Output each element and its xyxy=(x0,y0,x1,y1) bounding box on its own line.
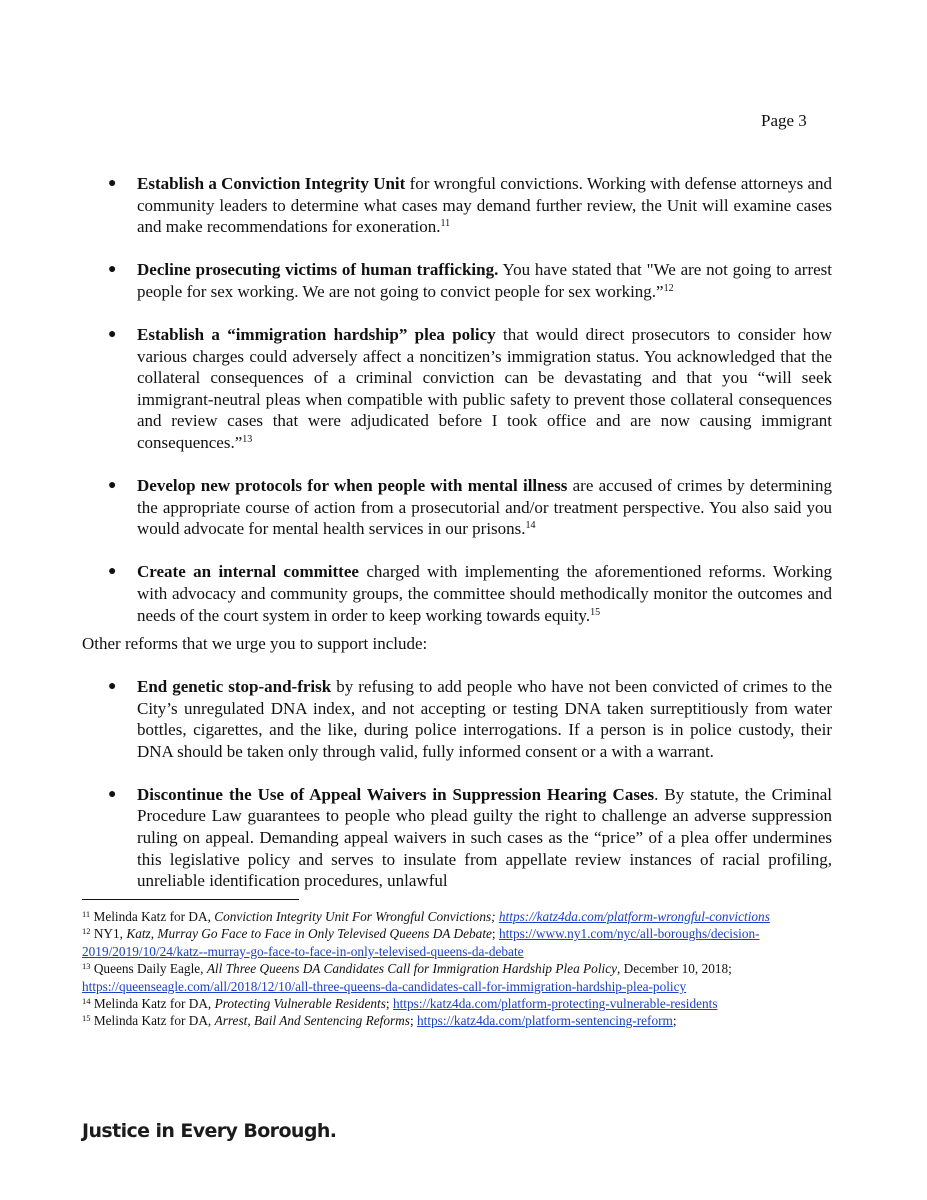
footnote-ref[interactable]: 14 xyxy=(525,520,536,532)
bullet-icon: ● xyxy=(108,679,117,694)
reform-list-secondary xyxy=(82,676,832,913)
bullet-text: charged with implementing the aforementioned reforms. Working with advocacy and community groups, the committee should methodically monitor the outcomes and needs of the court system in order to keep working towards equity. xyxy=(137,562,832,625)
footnote-link[interactable]: https://www.ny1.com/nyc/all-boroughs/decision-2019/2019/10/24/katz--murray-go-face-to-face-in-only-televised-queens-da-debate xyxy=(82,926,760,959)
intro-paragraph: Other reforms that we urge you to support include: xyxy=(82,634,428,653)
reform-list-primary xyxy=(82,173,832,648)
footnote-title: All Three Queens DA Candidates Call for Immigration Hardship Plea Policy xyxy=(206,961,618,977)
footnote-title: Arrest, Bail And Sentencing Reforms xyxy=(214,1013,410,1029)
bullet-heading: Establish a Conviction Integrity Unit xyxy=(137,174,406,193)
footnote xyxy=(82,995,827,1012)
footnote xyxy=(82,925,827,960)
footnote-link[interactable]: https://katz4da.com/platform-sentencing-reform xyxy=(416,1013,673,1029)
footnote-title: Conviction Integrity Unit For Wrongful Convictions; xyxy=(214,909,496,924)
footnote-number: 13 xyxy=(82,961,91,972)
footnote-separator: ; xyxy=(491,926,499,942)
bullet-heading: Establish a “immigration hardship” plea policy xyxy=(137,324,496,344)
footnote-link[interactable]: https://katz4da.com/platform-wrongful-convictions xyxy=(498,909,770,924)
list-item xyxy=(82,784,832,892)
bullet-text: You have stated that "We are not going to arrest people for sex working. We are not going to convict people for sex working.” xyxy=(137,260,832,301)
bullet-text: are accused of crimes by determining the appropriate course of action from a prosecutorial and/or treatment perspective. You also said you would advocate for mental health services in our prisons. xyxy=(137,476,832,539)
footnote-separator: ; xyxy=(409,1013,417,1029)
bullet-text: by refusing to add people who have not been convicted of crimes to the City’s unregulated DNA index, and not accepting or testing DNA taken surreptitiously from water bottles, cigarettes, and the like, during police interrogations. If a person is in police custody, their DNA should be taken only through valid, fully informed consent or a with a warrant. xyxy=(137,677,833,761)
footnote-number: 14 xyxy=(82,996,91,1007)
footnote-number: 12 xyxy=(82,926,91,937)
bullet-icon: ● xyxy=(108,786,117,802)
list-item xyxy=(82,676,832,762)
list-item xyxy=(82,561,832,626)
bullet-heading: Create an internal committee xyxy=(137,562,359,582)
list-item xyxy=(82,324,832,454)
page-number: Page 3 xyxy=(761,111,807,130)
footnote-divider xyxy=(82,899,299,900)
bullet-text: for wrongful convictions. Working with defense attorneys and community leaders to determine what cases may demand further review, the Unit will examine cases and make recommendations for exoneration. xyxy=(137,174,833,237)
list-item xyxy=(82,173,832,238)
footnote-ref[interactable]: 11 xyxy=(440,218,451,230)
footnote-link[interactable]: https://katz4da.com/platform-protecting-vulnerable-residents xyxy=(392,996,718,1012)
bullet-heading: Decline prosecuting victims of human trafficking. xyxy=(137,260,499,280)
bullet-heading: Develop new protocols for when people with mental illness xyxy=(137,476,568,496)
bullet-text: . By statute, the Criminal Procedure Law guarantees to people who plead guilty the right to challenge an adverse suppression ruling on appeal. Demanding appeal waivers in such cases as the “price” of a plea offer undermines this legislative policy and serves to insulate from appellate review instances of racial profiling, unreliable identification procedures, unlawful xyxy=(137,784,833,891)
footnote-ref[interactable]: 15 xyxy=(590,606,601,618)
footnote-ref[interactable]: 12 xyxy=(663,282,674,294)
footnote-title: Katz, Murray Go Face to Face in Only Televised Queens DA Debate xyxy=(126,926,492,942)
bullet-icon: ● xyxy=(108,176,117,191)
footnotes xyxy=(82,908,827,1030)
bullet-icon: ● xyxy=(108,478,117,494)
footnote-number: 15 xyxy=(82,1013,91,1024)
footnote xyxy=(82,908,827,925)
footnote-source: Melinda Katz for DA, xyxy=(90,996,215,1012)
footnote-source: Melinda Katz for DA, xyxy=(90,1013,215,1029)
footnote-title: Protecting Vulnerable Residents xyxy=(214,996,386,1012)
footnote-number: 11 xyxy=(82,909,91,919)
footnote-source: NY1, xyxy=(90,926,127,942)
bullet-heading: End genetic stop-and-frisk xyxy=(137,677,332,696)
bullet-icon: ● xyxy=(108,564,117,580)
list-item xyxy=(82,475,832,540)
footnote-link[interactable]: https://queenseagle.com/all/2018/12/10/all-three-queens-da-candidates-call-for-immigration-hardship-plea-policy xyxy=(82,978,687,994)
footnote-tail: ; xyxy=(672,1013,677,1029)
bullet-text: that would direct prosecutors to consider how various charges could adversely affect a noncitizen’s immigration status. You acknowledged that the collateral consequences of a criminal conviction can be devastating and that you “will seek immigrant-neutral pleas when compatible with public safety to prevent those collateral consequences and review cases that were adjudicated before I took office and are now causing immigrant consequences.” xyxy=(137,324,832,452)
footnote-separator: , December 10, 2018; xyxy=(617,961,732,977)
footnote-separator: ; xyxy=(385,996,393,1012)
footnote-ref[interactable]: 13 xyxy=(242,433,253,445)
footnote xyxy=(82,960,827,995)
list-item xyxy=(82,259,832,302)
bullet-heading: Discontinue the Use of Appeal Waivers in Suppression Hearing Cases xyxy=(137,784,655,804)
bullet-icon: ● xyxy=(108,326,117,342)
footnote-source: Queens Daily Eagle, xyxy=(90,961,207,977)
footnote-source: Melinda Katz for DA, xyxy=(90,909,215,924)
footnote xyxy=(82,1012,827,1029)
footer-brand: Justice in Every Borough. xyxy=(82,1120,337,1142)
bullet-icon: ● xyxy=(108,262,117,278)
